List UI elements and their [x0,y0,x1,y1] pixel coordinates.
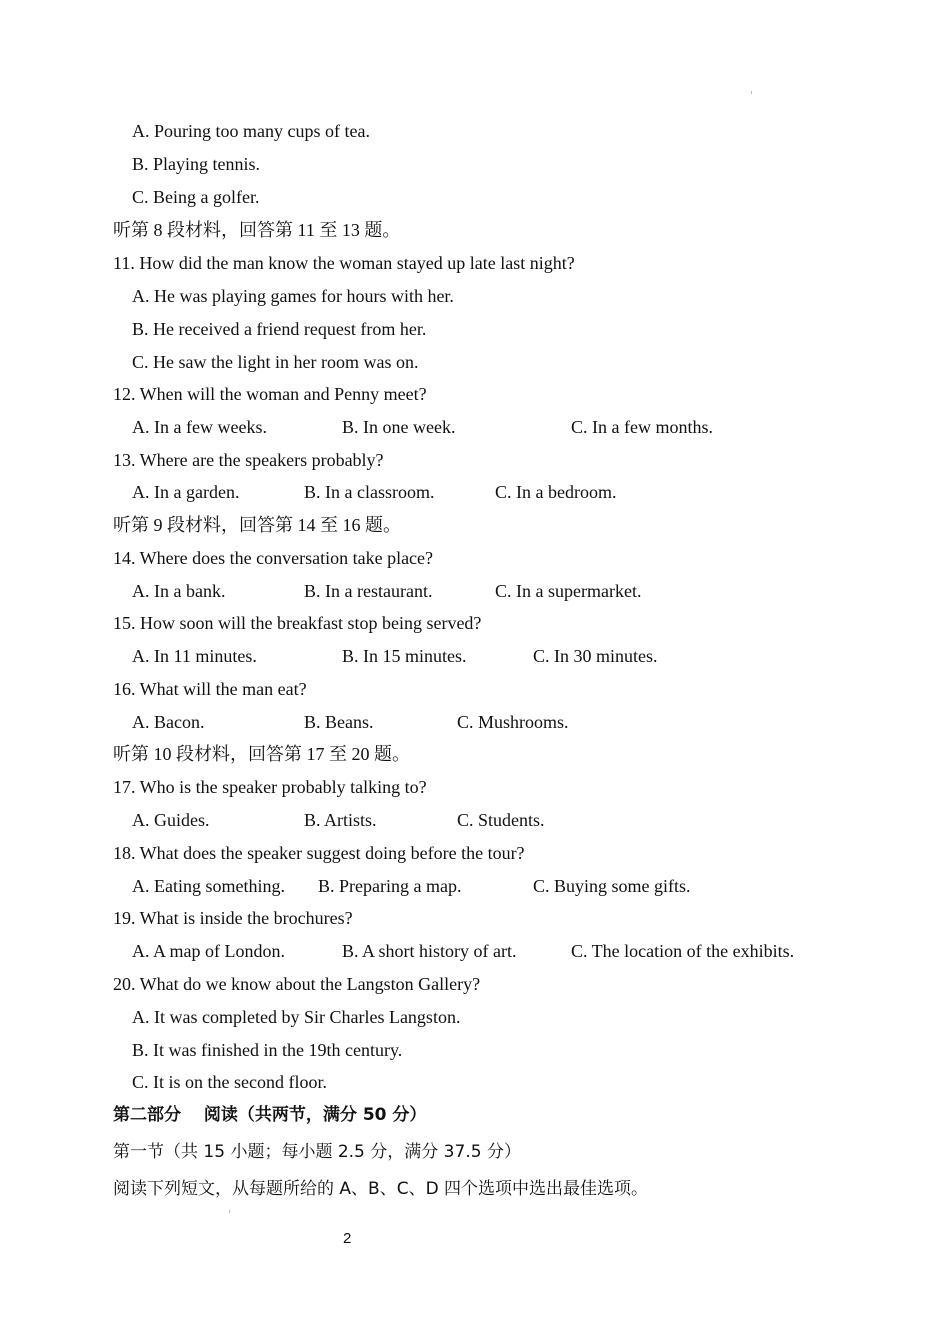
q16-option-c: C. Mushrooms. [457,712,569,732]
section-8-heading: 听第 8 段材料，回答第 11 至 13 题。 [113,220,401,240]
scan-mark [751,91,752,94]
question-18: 18. What does the speaker suggest doing before the tour? [113,843,525,863]
q19-option-a: A. A map of London. [132,941,285,961]
q14-option-a: A. In a bank. [132,581,226,601]
q11-option-b: B. He received a friend request from her. [132,319,427,339]
q18-option-b: B. Preparing a map. [318,876,462,896]
q10-option-a: A. Pouring too many cups of tea. [132,121,370,141]
q17-option-a: A. Guides. [132,810,210,830]
question-11: 11. How did the man know the woman stayed up late last night? [113,253,575,273]
q20-option-c: C. It is on the second floor. [132,1072,327,1092]
question-16: 16. What will the man eat? [113,679,307,699]
q19-option-b: B. A short history of art. [342,941,517,961]
q15-option-c: C. In 30 minutes. [533,646,658,666]
scan-mark [229,1210,230,1213]
section-9-heading: 听第 9 段材料，回答第 14 至 16 题。 [113,515,401,535]
q11-option-a: A. He was playing games for hours with her. [132,286,454,306]
question-19: 19. What is inside the brochures? [113,908,353,928]
q12-option-b: B. In one week. [342,417,456,437]
q14-option-b: B. In a restaurant. [304,581,433,601]
q10-option-b: B. Playing tennis. [132,154,261,174]
q18-option-a: A. Eating something. [132,876,285,896]
question-12: 12. When will the woman and Penny meet? [113,384,427,404]
question-15: 15. How soon will the breakfast stop being served? [113,613,482,633]
question-20: 20. What do we know about the Langston Gallery? [113,974,481,994]
part-2-title: 第二部分 阅读（共两节，满分 50 分） [113,1105,427,1125]
q15-option-b: B. In 15 minutes. [342,646,467,666]
section-1-title: 第一节（共 15 小题；每小题 2.5 分，满分 37.5 分） [113,1142,521,1162]
q15-option-a: A. In 11 minutes. [132,646,257,666]
q17-option-c: C. Students. [457,810,545,830]
q18-option-c: C. Buying some gifts. [533,876,691,896]
page-number: 2 [343,1230,352,1247]
question-14: 14. Where does the conversation take place? [113,548,434,568]
q10-option-c: C. Being a golfer. [132,187,260,207]
q17-option-b: B. Artists. [304,810,377,830]
q20-option-a: A. It was completed by Sir Charles Langston. [132,1007,461,1027]
q11-option-c: C. He saw the light in her room was on. [132,352,419,372]
q20-option-b: B. It was finished in the 19th century. [132,1040,403,1060]
q13-option-c: C. In a bedroom. [495,482,617,502]
question-13: 13. Where are the speakers probably? [113,450,384,470]
q13-option-b: B. In a classroom. [304,482,435,502]
q14-option-c: C. In a supermarket. [495,581,642,601]
q12-option-c: C. In a few months. [571,417,713,437]
q12-option-a: A. In a few weeks. [132,417,267,437]
reading-instruction: 阅读下列短文，从每题所给的 A、B、C、D 四个选项中选出最佳选项。 [113,1179,649,1199]
q13-option-a: A. In a garden. [132,482,240,502]
q16-option-a: A. Bacon. [132,712,205,732]
section-10-heading: 听第 10 段材料，回答第 17 至 20 题。 [113,744,410,764]
question-17: 17. Who is the speaker probably talking to? [113,777,427,797]
q19-option-c: C. The location of the exhibits. [571,941,795,961]
q16-option-b: B. Beans. [304,712,374,732]
